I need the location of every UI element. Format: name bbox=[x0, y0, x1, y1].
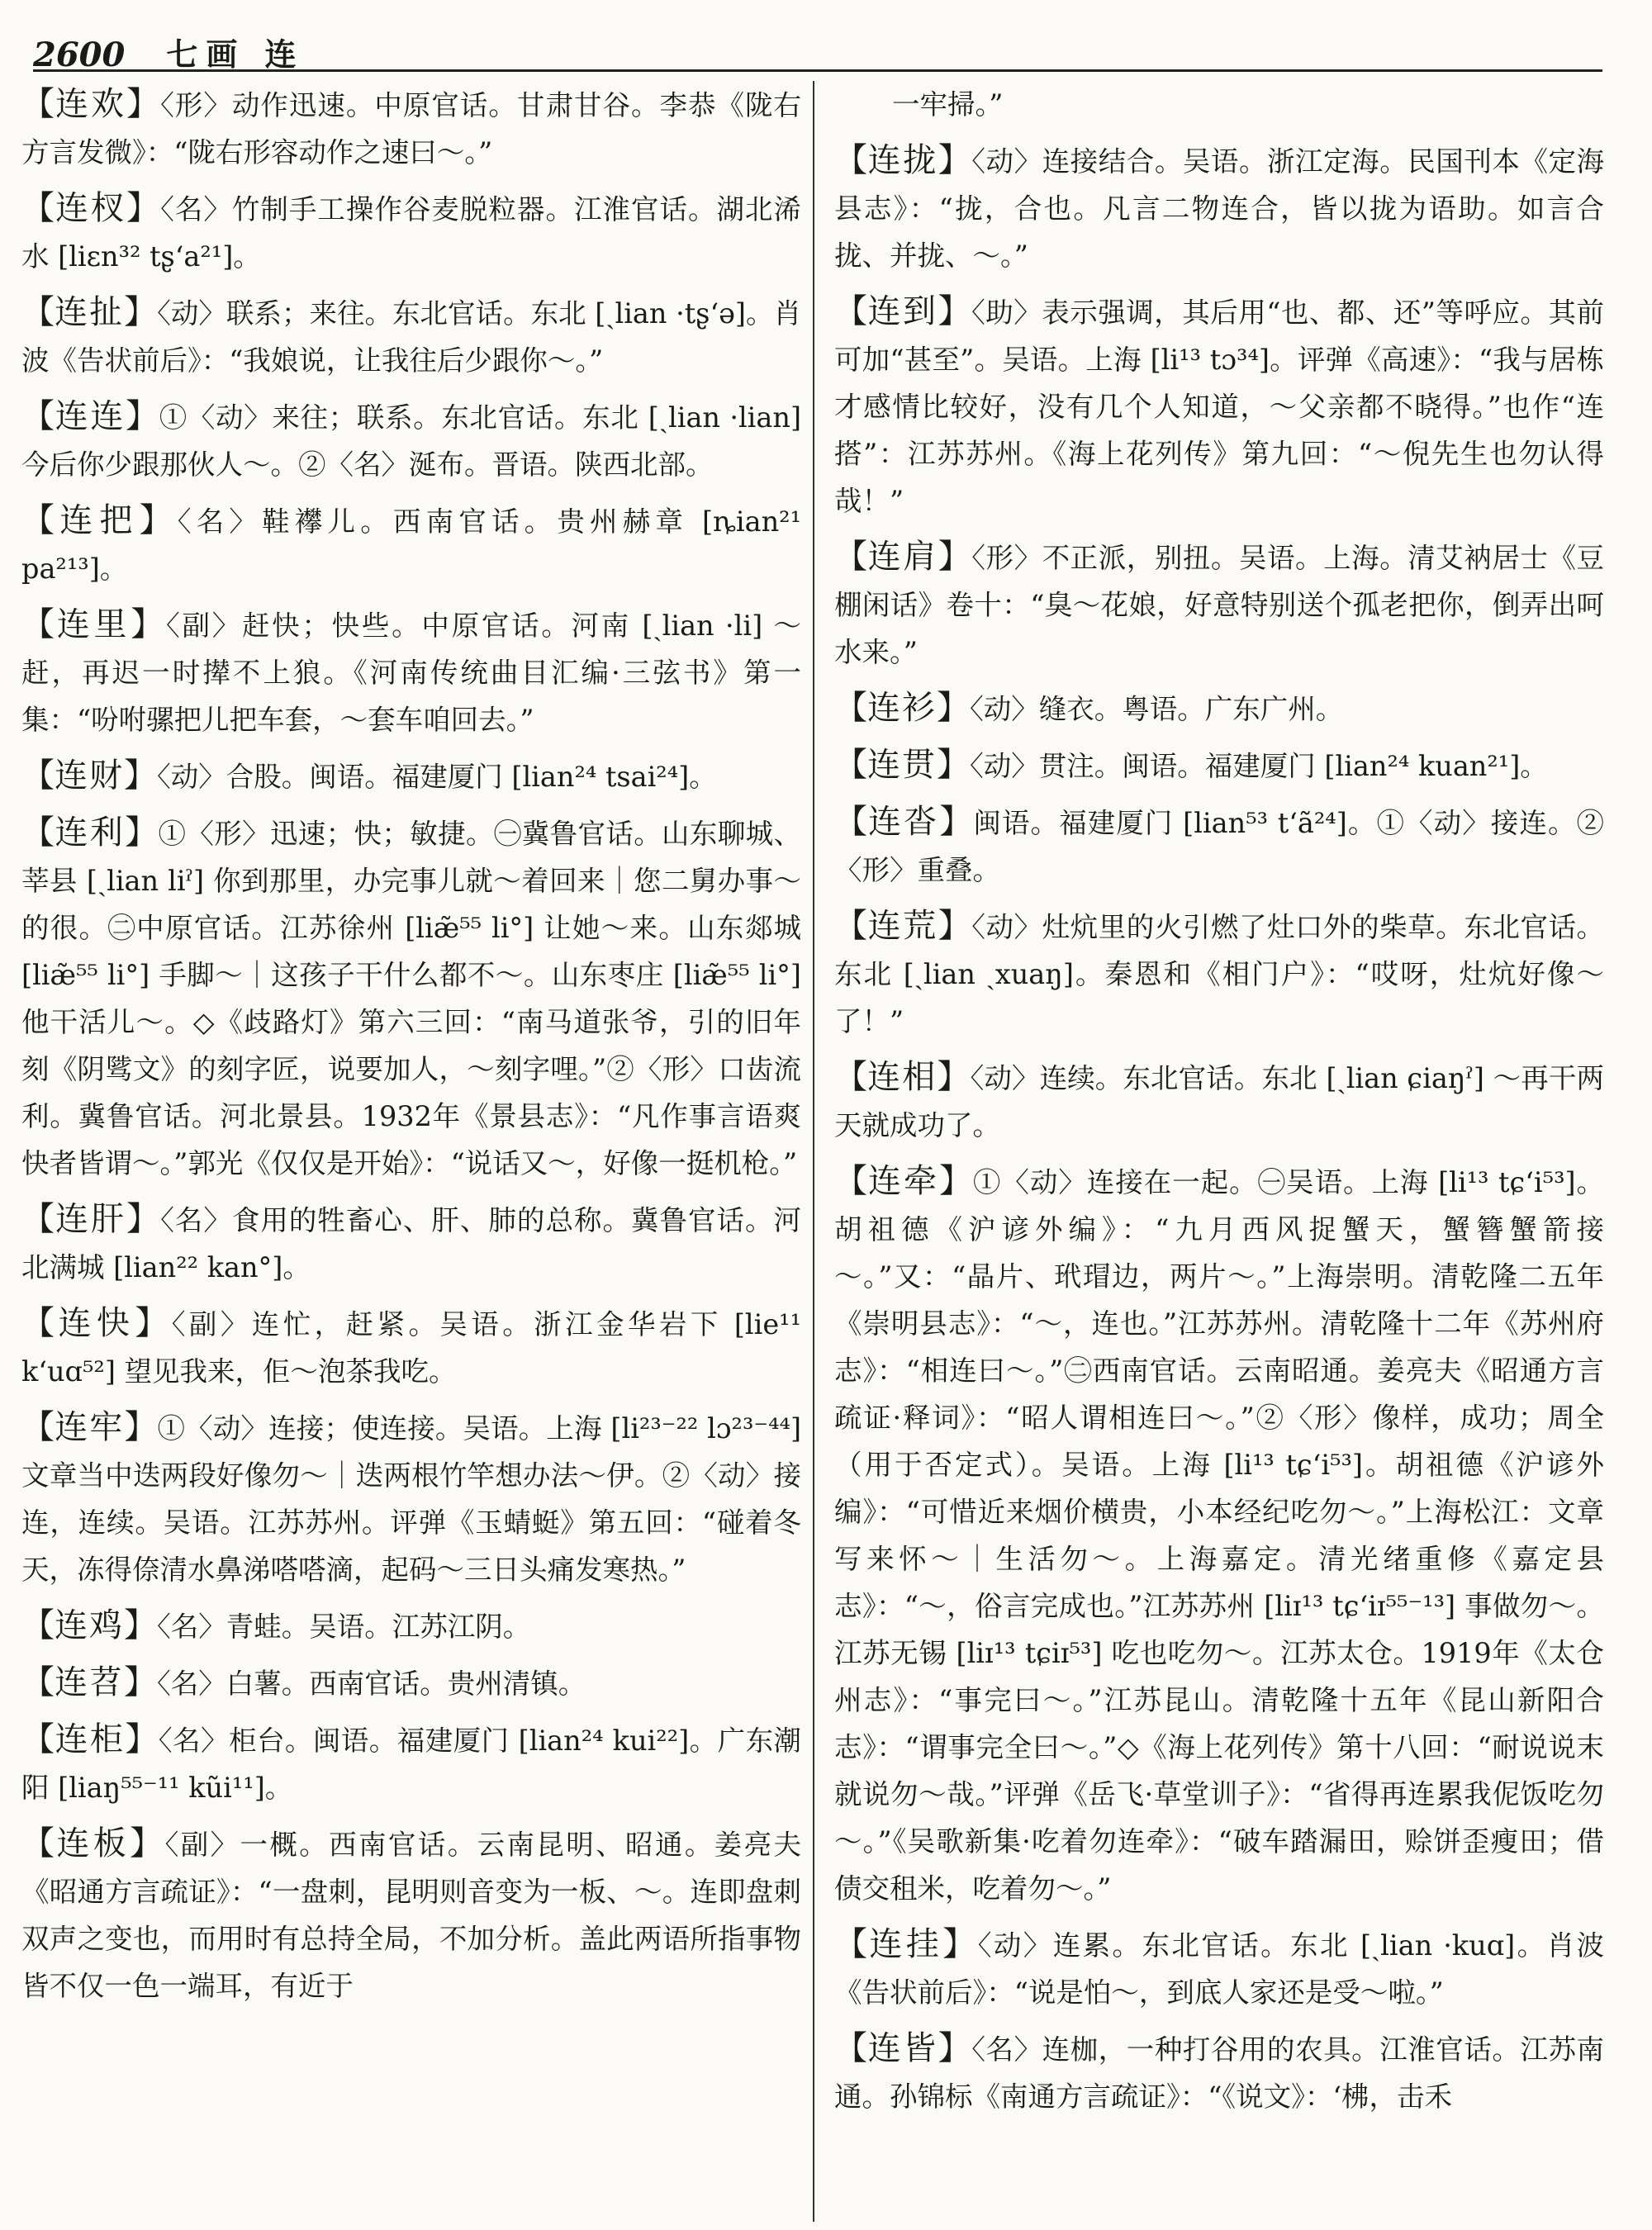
entry-headword: 【连到】 bbox=[834, 292, 971, 330]
dictionary-entry bbox=[21, 289, 801, 384]
entry-headword: 【连挂】 bbox=[834, 1925, 978, 1963]
entry-definition: 〈动〉连续。东北官话。东北 [ˏlian ɕiaŋˀ] ～再干两天就成功了。 bbox=[834, 1062, 1605, 1141]
headword-text: 连把 bbox=[59, 501, 140, 539]
entry-headword: 【连快】 bbox=[21, 1304, 172, 1342]
entry-definition: 〈名〉青蛙。吴语。江苏江阴。 bbox=[157, 1611, 531, 1643]
headword-text: 连快 bbox=[58, 1304, 135, 1342]
headword-text: 连肩 bbox=[867, 538, 938, 576]
entry-definition: 〈形〉动作迅速。中原官话。甘肃甘谷。李恭《陇右方言发微》：“陇右形容动作之速曰～。” bbox=[21, 89, 802, 168]
headword-text: 连扯 bbox=[55, 293, 125, 331]
entry-definition: 〈名〉连枷，一种打谷用的农具。江淮官话。江苏南通。孙锦标《南通方言疏证》：“《说文》：‘柫，击禾 bbox=[834, 2033, 1605, 2113]
entry-headword: 【连杈】 bbox=[21, 189, 161, 227]
entry-headword: 【连沓】 bbox=[834, 803, 974, 841]
dictionary-entry bbox=[21, 809, 801, 1187]
dictionary-entry bbox=[21, 1820, 801, 2009]
dictionary-entry bbox=[834, 903, 1604, 1045]
dictionary-entry bbox=[834, 1921, 1604, 2016]
headword-text: 连衫 bbox=[867, 689, 937, 727]
headword-text: 连皆 bbox=[867, 2029, 938, 2067]
dictionary-entry bbox=[21, 497, 801, 592]
dictionary-entry bbox=[834, 288, 1604, 524]
entry-headword: 【连利】 bbox=[21, 814, 159, 852]
entry-definition: 〈动〉联系；来往。东北官话。东北 [ˏlian ·tʂ‘ə]。肖波《告状前后》：“我娘说，让我往后少跟你～。” bbox=[21, 297, 802, 377]
entry-headword: 【连相】 bbox=[834, 1058, 971, 1096]
headword-text: 连鸡 bbox=[55, 1606, 124, 1644]
entry-definition: 〈助〉表示强调，其后用“也、都、还”等呼应。其前可加“甚至”。吴语。上海 [li¹³ tɔ³⁴]。评弹《高速》：“我与居栋才感情比较好，没有几个人知道，～父亲都不晓得。”也作“连搭”：江苏苏州。《海上花列传》第九回：“～倪先生也勿认得哉！” bbox=[834, 297, 1604, 517]
entry-headword: 【连板】 bbox=[21, 1824, 165, 1862]
entry-definition: 闽语。福建厦门 [lian⁵³ t‘ã²⁴]。①〈动〉接连。②〈形〉重叠。 bbox=[834, 807, 1605, 886]
entry-headword: 【连衫】 bbox=[834, 689, 970, 727]
entry-definition: ①〈形〉迅速；快；敏捷。㊀冀鲁官话。山东聊城、莘县 [ˏlian liˀ] 你到那里，办完事儿就～着回来｜您二舅办事～的很。㊁中原官话。江苏徐州 [liæ̃⁵⁵ li°] 让她～来。山东郯城 [liæ̃⁵⁵ li°] 手脚～｜这孩子干什么都不～。山东枣庄 [liæ̃⁵⁵ li°] 他干活儿～。◇《歧路灯》第六三回：“南马道张爷，引的旧年刻《阴骘文》的刻字匠，说要加人，～刻字哩。”②〈形〉口齿流利。冀鲁官话。河北景县。1932年《景县志》：“凡作事言语爽快者皆谓～。”郭光《仅仅是开始》：“说话又～，好像一挺机枪。” bbox=[21, 818, 802, 1179]
entry-definition: 〈动〉连接结合。吴语。浙江定海。民国刊本《定海县志》：“拢，合也。凡言二物连合，皆以拢为语助。如言合拢、并拢、～。” bbox=[834, 145, 1605, 272]
page-number: 2600 bbox=[33, 36, 126, 74]
entry-definition: 〈名〉食用的牲畜心、肝、肺的总称。冀鲁官话。河北满城 [lian²² kan°]。 bbox=[21, 1204, 802, 1283]
headword-text: 连拢 bbox=[867, 141, 938, 179]
left-column bbox=[21, 81, 814, 2222]
entry-headword: 【连柜】 bbox=[21, 1720, 159, 1758]
dictionary-entry bbox=[834, 742, 1604, 790]
dictionary-entry bbox=[21, 1300, 801, 1395]
dictionary-entry bbox=[21, 601, 801, 743]
headword-text: 连牵 bbox=[867, 1162, 939, 1200]
dictionary-entry bbox=[834, 137, 1604, 279]
headword-text: 连财 bbox=[55, 757, 124, 795]
headword-text: 连连 bbox=[55, 397, 126, 435]
entry-definition: 〈动〉贯注。闽语。福建厦门 [lian²⁴ kuan²¹]。 bbox=[970, 750, 1548, 782]
headword-text: 连相 bbox=[867, 1058, 938, 1096]
entry-headword: 【连里】 bbox=[21, 605, 166, 643]
entry-headword: 【连肝】 bbox=[21, 1200, 161, 1238]
dictionary-entry bbox=[834, 685, 1604, 733]
headword-text: 连欢 bbox=[55, 85, 127, 123]
dictionary-entry bbox=[834, 534, 1604, 676]
entry-definition: 〈名〉白薯。西南官话。贵州清镇。 bbox=[157, 1668, 586, 1700]
entry-headword: 【连贯】 bbox=[834, 746, 970, 784]
headword-text: 连挂 bbox=[869, 1925, 943, 1963]
headword-text: 连牢 bbox=[55, 1408, 125, 1446]
headword-text: 连板 bbox=[56, 1824, 131, 1862]
page-header bbox=[33, 17, 1602, 74]
dictionary-entry bbox=[834, 2025, 1604, 2120]
entry-definition: 〈名〉竹制手工操作谷麦脱粒器。江淮官话。湖北浠水 [liɛn³² tʂ‘a²¹]。 bbox=[21, 193, 802, 273]
dictionary-entry bbox=[21, 1196, 801, 1291]
entry-headword: 【连肩】 bbox=[834, 538, 972, 576]
dictionary-entry bbox=[21, 1716, 801, 1811]
dictionary-entry bbox=[21, 1404, 801, 1593]
section-title: 七画 连 bbox=[166, 36, 305, 73]
entry-headword: 【连荒】 bbox=[834, 907, 972, 945]
dictionary-body bbox=[21, 81, 1607, 2222]
entry-headword: 【连牢】 bbox=[21, 1408, 158, 1446]
headword-text: 连利 bbox=[55, 814, 126, 852]
entry-definition: 〈动〉缝衣。粤语。广东广州。 bbox=[970, 693, 1344, 725]
entry-headword: 【连皆】 bbox=[834, 2029, 972, 2067]
dictionary-entry bbox=[21, 752, 801, 800]
entry-definition: ①〈动〉连接；使连接。吴语。上海 [li²³⁻²² lɔ²³⁻⁴⁴] 文章当中迭两段好像勿～｜迭两根竹竿想办法～伊。②〈动〉接连，连续。吴语。江苏苏州。评弹《玉蜻蜓》第五回：“碰着冬天，冻得倷清水鼻涕嗒嗒滴，起码～三日头痛发寒热。” bbox=[21, 1412, 802, 1586]
entry-definition: 〈动〉灶炕里的火引燃了灶口外的柴草。东北官话。东北 [ˏlian ˏxuaŋ]。秦恩和《相门户》：“哎呀，灶炕好像～了！” bbox=[834, 911, 1605, 1037]
dictionary-entry bbox=[21, 1602, 801, 1650]
entry-headword: 【连拢】 bbox=[834, 141, 972, 179]
header-rule bbox=[33, 69, 1602, 72]
right-column bbox=[814, 81, 1607, 2222]
headword-text: 连贯 bbox=[867, 746, 937, 784]
entry-definition: 〈动〉合股。闽语。福建厦门 [lian²⁴ tsai²⁴]。 bbox=[157, 761, 717, 793]
dictionary-entry bbox=[892, 81, 1604, 128]
headword-text: 连柜 bbox=[55, 1720, 126, 1758]
entry-definition: 〈动〉连累。东北官话。东北 [ˏlian ·kuɑ]。肖波《告状前后》：“说是怕～，到底人家还是受～啦。” bbox=[834, 1929, 1605, 2009]
dictionary-entry bbox=[834, 1054, 1604, 1149]
entry-headword: 【连扯】 bbox=[21, 293, 158, 331]
dictionary-entry bbox=[21, 185, 801, 280]
headword-text: 连沓 bbox=[868, 803, 940, 841]
entry-definition: 一牢掃。” bbox=[892, 88, 1004, 121]
headword-text: 连荒 bbox=[867, 907, 938, 945]
headword-text: 连杈 bbox=[55, 189, 127, 227]
dictionary-entry bbox=[834, 1158, 1604, 1912]
entry-headword: 【连连】 bbox=[21, 397, 159, 435]
headword-text: 连到 bbox=[867, 292, 938, 330]
entry-definition: 〈名〉柜台。闽语。福建厦门 [lian²⁴ kui²²]。广东潮阳 [liaŋ⁵⁵⁻¹¹ kũi¹¹]。 bbox=[21, 1725, 802, 1804]
headword-text: 连苕 bbox=[55, 1663, 124, 1701]
headword-text: 连里 bbox=[56, 605, 131, 643]
dictionary-entry bbox=[21, 81, 801, 176]
headword-text: 连肝 bbox=[55, 1200, 127, 1238]
dictionary-entry bbox=[21, 1659, 801, 1707]
entry-headword: 【连牵】 bbox=[834, 1162, 973, 1200]
entry-definition: 〈形〉不正派，别扭。吴语。上海。清艾衲居士《豆棚闲话》卷十：“臭～花娘，好意特别送个孤老把你，倒弄出呵水来。” bbox=[834, 542, 1605, 668]
entry-definition: ①〈动〉来往；联系。东北官话。东北 [ˏlian ·lian] 今后你少跟那伙人～。②〈名〉涎布。晋语。陕西北部。 bbox=[21, 401, 802, 481]
dictionary-entry bbox=[834, 799, 1604, 894]
entry-definition: 〈副〉一概。西南官话。云南昆明、昭通。姜亮夫《昭通方言疏证》：“一盘刺，昆明则音变为一板、～。连即盘刺双声之变也，而用时有总持全局，不加分析。盖此两语所指事物皆不仅一色一端耳，有近于 bbox=[21, 1829, 802, 2002]
entry-headword: 【连把】 bbox=[21, 501, 178, 539]
entry-definition: 〈副〉连忙，赶紧。吴语。浙江金华岩下 [lie¹¹ k‘uɑ⁵²] 望见我来，佢～泡茶我吃。 bbox=[21, 1308, 802, 1388]
entry-headword: 【连欢】 bbox=[21, 85, 161, 123]
entry-headword: 【连苕】 bbox=[21, 1663, 157, 1701]
entry-definition: ①〈动〉连接在一起。㊀吴语。上海 [li¹³ tɕ‘i⁵³]。胡祖德《沪谚外编》：“九月西风捉蟹天，蟹簪蟹箭接～。”又：“晶片、玳瑁边，两片～。”上海崇明。清乾隆二五年《崇明县志》：“～，连也。”江苏苏州。清乾隆十二年《苏州府志》：“相连曰～。”㊁西南官话。云南昭通。姜亮夫《昭通方言疏证·释词》：“昭人谓相连曰～。”②〈形〉像样，成功；周全（用于否定式）。吴语。上海 [li¹³ tɕ‘i⁵³]。胡祖德《沪谚外编》：“可惜近来烟价横贵，小本经纪吃勿～。”上海松江：文章写来怀～｜生活勿～。上海嘉定。清光绪重修《嘉定县志》：“～，俗言完成也。”江苏苏州 [liɪ¹³ tɕ‘iɪ⁵⁵⁻¹³] 事做勿～。江苏无锡 [liɪ¹³ tɕiɪ⁵³] 吃也吃勿～。江苏太仓。1919年《太仓州志》：“事完曰～。”江苏昆山。清乾隆十五年《昆山新阳合志》：“谓事完全曰～。”◇《海上花列传》第十八回：“耐说说末就说勿～哉。”评弹《岳飞·草堂训子》：“省得再连累我伲饭吃勿～。”《吴歌新集·吃着勿连牵》：“破车踏漏田，赊饼歪瘦田；借债交租米，吃着勿～。” bbox=[834, 1166, 1605, 1905]
entry-headword: 【连鸡】 bbox=[21, 1606, 157, 1644]
dictionary-entry bbox=[21, 393, 801, 488]
entry-definition: 〈名〉鞋襻儿。西南官话。贵州赫章 [ȵian²¹ pa²¹³]。 bbox=[21, 505, 802, 585]
entry-headword: 【连财】 bbox=[21, 757, 157, 795]
entry-definition: 〈副〉赶快；快些。中原官话。河南 [ˏlian ·li] ～赶，再迟一时撵不上狼。《河南传统曲目汇编·三弦书》第一集：“吩咐骡把儿把车套，～套车咱回去。” bbox=[21, 610, 802, 736]
